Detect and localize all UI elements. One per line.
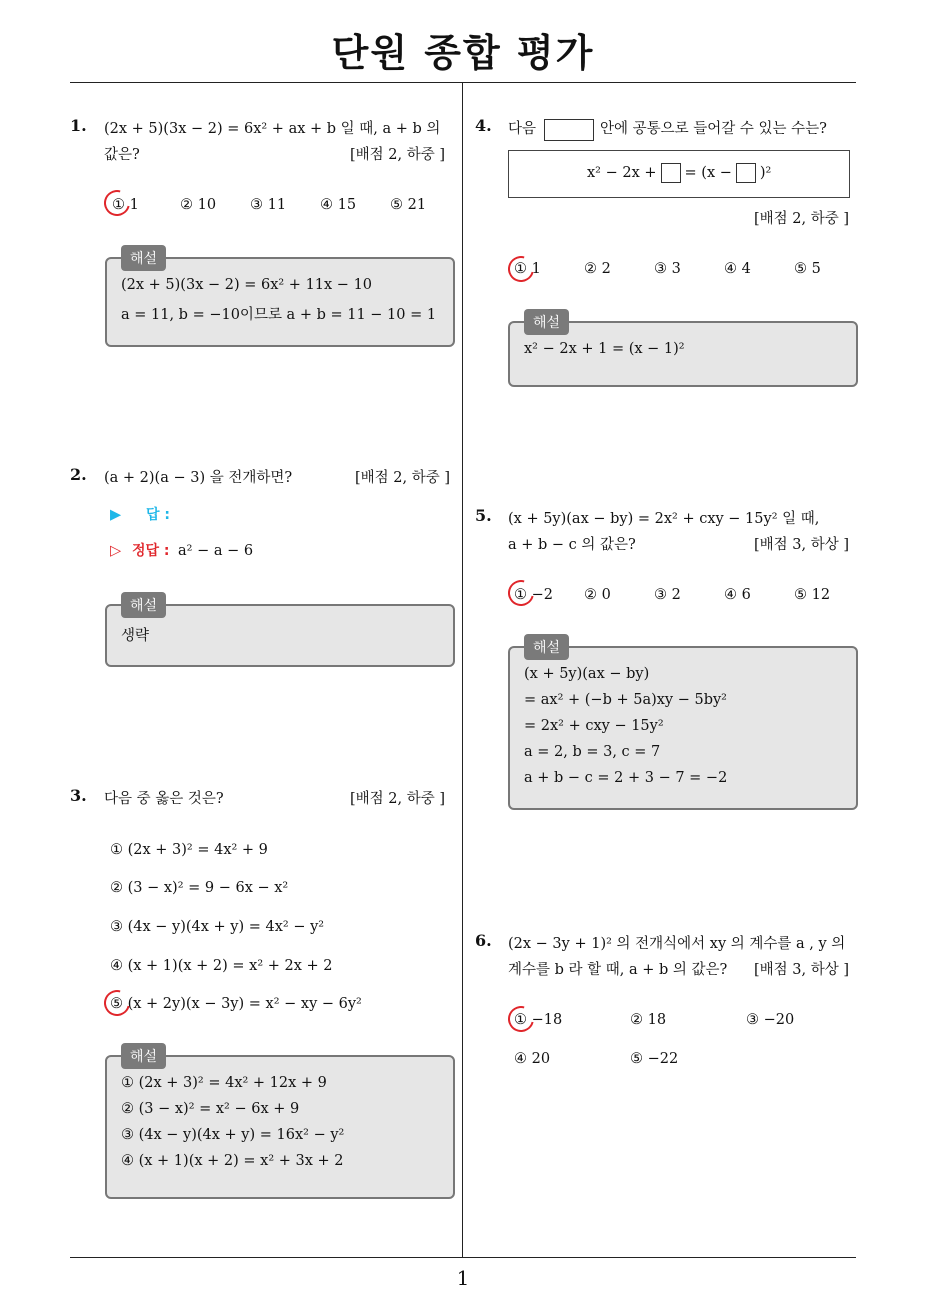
question-text-line: (x + 5y)(ax − by) = 2x² + cxy − 15y² 일 때, [508,511,820,527]
solution-line: (2x + 5)(3x − 2) = 6x² + 11x − 10 [121,277,373,293]
choice-4[interactable]: ④ 15 [320,197,357,213]
equation-frame [508,150,850,198]
answer-marker: ▶ [110,507,122,523]
question-text-line: (2x + 5)(3x − 2) = 6x² + ax + b 일 때, a + b 의 [104,121,441,137]
solution-line: ④ (x + 1)(x + 2) = x² + 3x + 2 [121,1153,344,1169]
question-number: 5. [475,506,492,525]
choice-5[interactable]: ⑤ −22 [630,1051,679,1067]
choice-2[interactable]: ② 0 [584,587,611,603]
question-text-line: 계수를 b 라 할 때, a + b 의 값은? [508,962,728,978]
solution-box [508,640,858,810]
choice-1[interactable]: ① (2x + 3)² = 4x² + 9 [110,842,268,858]
choice-2[interactable]: ② 10 [180,197,217,213]
choice-1[interactable]: ① 1 [112,197,139,213]
page-number: 1 [456,1266,470,1290]
choice-3[interactable]: ③ 11 [250,197,287,213]
choice-2[interactable]: ② 2 [584,261,611,277]
question-meta: [배점 2, 하중 ] [350,147,446,163]
choice-5[interactable]: ⑤ 5 [794,261,821,277]
question-number: 6. [475,931,492,950]
question-number: 2. [70,465,87,484]
question-text-line: a + b − c 의 값은? [508,537,636,553]
question-number: 3. [70,786,87,805]
choice-4[interactable]: ④ 4 [724,261,751,277]
question-number: 4. [475,116,492,135]
question-text-post: 안에 공통으로 들어갈 수 있는 수는? [600,121,827,137]
solution-line: = 2x² + cxy − 15y² [524,718,664,734]
choice-2[interactable]: ② 18 [630,1012,667,1028]
solution-box [508,315,858,387]
solution-line: a = 11, b = −10이므로 a + b = 11 − 10 = 1 [121,307,437,323]
solution-tag: 해설 [121,245,166,271]
solution-line: ② (3 − x)² = x² − 6x + 9 [121,1101,300,1117]
choice-1[interactable]: ① −18 [514,1012,563,1028]
solution-tag: 해설 [524,634,569,660]
question-meta: [배점 2, 하중 ] [754,211,850,227]
blank-box [661,163,681,183]
solution-box [105,598,455,667]
question-meta: [배점 3, 하상 ] [754,537,850,553]
choice-3[interactable]: ③ −20 [746,1012,795,1028]
solution-line: ③ (4x − y)(4x + y) = 16x² − y² [121,1127,345,1143]
equation-part: = (x − [684,165,732,181]
solution-line: a + b − c = 2 + 3 − 7 = −2 [524,770,728,786]
solution-line: a = 2, b = 3, c = 7 [524,744,661,760]
solution-line: ① (2x + 3)² = 4x² + 12x + 9 [121,1075,327,1091]
solution-line: = ax² + (−b + 5a)xy − 5by² [524,692,727,708]
solution-tag: 해설 [121,1043,166,1069]
question-text-line: (2x − 3y + 1)² 의 전개식에서 xy 의 계수를 a , y 의 [508,936,846,952]
blank-box [544,119,594,141]
question-meta: [배점 2, 하중 ] [355,470,451,486]
bottom-rule [70,1257,856,1258]
correct-marker: ▷ [110,543,122,559]
choice-1[interactable]: ① −2 [514,587,553,603]
solution-line: (x + 5y)(ax − by) [524,666,650,682]
choice-4[interactable]: ④ 6 [724,587,751,603]
question-meta: [배점 3, 하상 ] [754,962,850,978]
choice-4[interactable]: ④ 20 [514,1051,551,1067]
solution-tag: 해설 [524,309,569,335]
solution-box [105,1049,455,1199]
choice-3[interactable]: ③ 3 [654,261,681,277]
question-text: 다음 중 옳은 것은? [104,791,224,807]
question-text-pre: 다음 [508,121,537,137]
correct-answer-label: 정답 : [132,543,170,559]
solution-line: x² − 2x + 1 = (x − 1)² [524,341,685,357]
question-meta: [배점 2, 하중 ] [350,791,446,807]
solution-line: 생략 [121,628,150,644]
choice-5[interactable]: ⑤ 21 [390,197,427,213]
page-title: 단원 종합 평가 [331,31,595,75]
equation-part: )² [759,165,772,181]
choice-4[interactable]: ④ (x + 1)(x + 2) = x² + 2x + 2 [110,958,333,974]
choice-3[interactable]: ③ (4x − y)(4x + y) = 4x² − y² [110,919,325,935]
column-divider [462,82,463,1257]
choice-3[interactable]: ③ 2 [654,587,681,603]
choice-5[interactable]: ⑤ (x + 2y)(x − 3y) = x² − xy − 6y² [110,996,362,1012]
choice-1[interactable]: ① 1 [514,261,541,277]
choice-2[interactable]: ② (3 − x)² = 9 − 6x − x² [110,880,289,896]
solution-box [105,251,455,347]
question-text: (a + 2)(a − 3) 을 전개하면? [104,470,293,486]
solution-tag: 해설 [121,592,166,618]
correct-answer-value: a² − a − 6 [178,543,254,559]
equation-part: x² − 2x + [587,165,657,181]
answer-label: 답 : [146,507,170,523]
question-text-line: 값은? [104,147,140,163]
top-rule [70,82,856,83]
blank-box [736,163,756,183]
choice-5[interactable]: ⑤ 12 [794,587,831,603]
question-number: 1. [70,116,87,135]
